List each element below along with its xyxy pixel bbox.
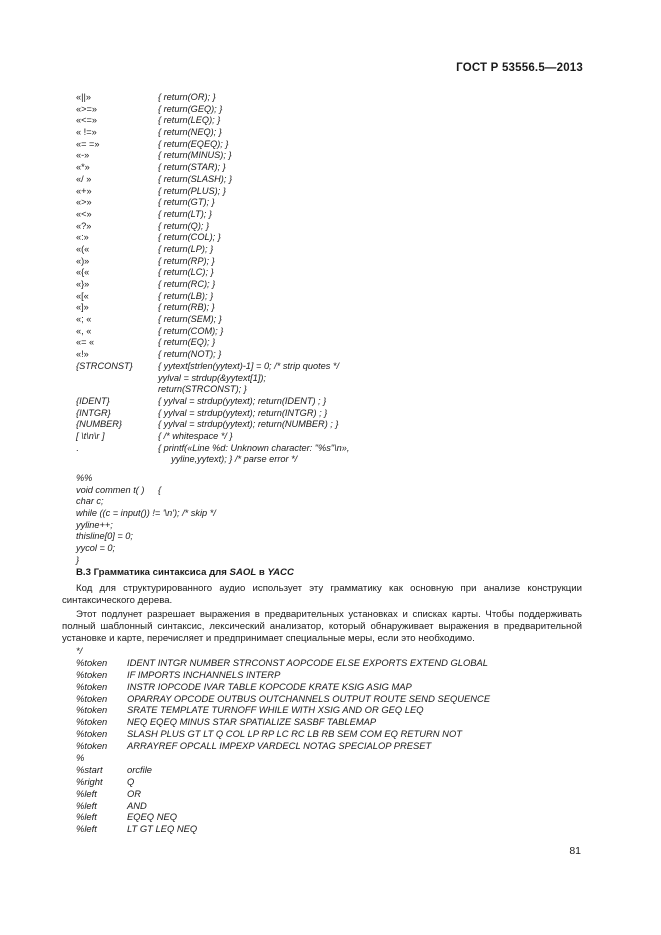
lexer-rule-row bbox=[76, 104, 576, 116]
lexer-rule-action: { return(EQ); } bbox=[158, 337, 216, 348]
lexer-rule-pattern: «]» bbox=[76, 302, 89, 313]
lexer-rule-action: { return(COM); } bbox=[158, 325, 224, 336]
lexer-rule-action: { return(MINUS); } bbox=[158, 150, 232, 161]
lexer-rule-pattern: {INTGR} bbox=[76, 407, 111, 418]
yacc-directive: %token bbox=[76, 692, 108, 704]
lexer-rule-row bbox=[76, 92, 576, 104]
lexer-rule-pattern: «; « bbox=[76, 314, 92, 325]
lexer-rule-action: { return(LT); } bbox=[158, 208, 212, 219]
lexer-rule-pattern: «<» bbox=[76, 208, 92, 219]
lexer-rule-action: { return(GEQ); } bbox=[158, 103, 223, 114]
code-line-text: yycol = 0; bbox=[76, 543, 116, 554]
yacc-directive-value: ARRAYREF OPCALL IMPEXP VARDECL NOTAG SPECIALOP PRESET bbox=[127, 740, 432, 752]
lexer-rule-pattern: «+» bbox=[76, 185, 92, 196]
yacc-directive: %left bbox=[76, 823, 97, 835]
lexer-rule-pattern: «[« bbox=[76, 290, 89, 301]
lexer-rule-pattern: «= « bbox=[76, 337, 95, 348]
yacc-directive: %token bbox=[76, 680, 108, 692]
lexer-rule-row bbox=[76, 408, 576, 420]
code-line bbox=[76, 543, 216, 555]
lexer-rule-row bbox=[76, 419, 576, 431]
lexer-rule-action: { return(NEQ); } bbox=[158, 127, 222, 138]
lexer-rule-action: { return(LP); } bbox=[158, 243, 214, 254]
lexer-rule-row bbox=[76, 197, 576, 209]
lexer-rule-row bbox=[76, 115, 576, 127]
document-standard-header: ГОСТ Р 53556.5—2013 bbox=[456, 62, 583, 74]
lexer-rule-pattern: {IDENT} bbox=[76, 395, 110, 406]
yacc-directive: %right bbox=[76, 775, 103, 787]
lexer-rule-row bbox=[76, 314, 576, 326]
lexer-rule-action: { return(RP); } bbox=[158, 255, 215, 266]
lexer-rule-pattern: «, « bbox=[76, 325, 92, 336]
lexer-rule-row bbox=[76, 384, 576, 396]
yacc-directive-value: Q bbox=[127, 775, 135, 787]
code-line bbox=[76, 555, 216, 567]
code-line-text: void commen t( ) bbox=[76, 484, 145, 495]
lexer-rule-row bbox=[76, 454, 576, 466]
yacc-directive: %token bbox=[76, 668, 108, 680]
lexer-rule-action: { return(RB); } bbox=[158, 302, 215, 313]
lexer-rule-row bbox=[76, 443, 576, 455]
yacc-directive-value: NEQ EQEQ MINUS STAR SPATIALIZE SASBF TABLEMAP bbox=[127, 716, 377, 728]
yacc-directive: %token bbox=[76, 740, 108, 752]
lexer-rule-action: { printf(«Line %d: Unknown character: "%s"\n», bbox=[158, 442, 350, 453]
lexer-rule-row bbox=[76, 150, 576, 162]
lexer-rule-pattern: «{« bbox=[76, 267, 90, 278]
yacc-directive: %left bbox=[76, 787, 97, 799]
lexer-rule-action: { yylval = strdup(yytext); return(IDENT) ; } bbox=[158, 395, 327, 406]
yacc-directive-value: SLASH PLUS GT LT Q COL LP RP LC RC LB RB SEM COM EQ RETURN NOT bbox=[127, 728, 462, 740]
lexer-rule-row bbox=[76, 162, 576, 174]
lexer-rule-row bbox=[76, 174, 576, 186]
yacc-directive: %token bbox=[76, 656, 108, 668]
lexer-rule-pattern: «<=» bbox=[76, 115, 97, 126]
code-line bbox=[76, 496, 216, 508]
lexer-rule-action: return(STRCONST); } bbox=[158, 384, 247, 395]
lexer-rule-pattern: « !=» bbox=[76, 127, 97, 138]
lexer-rule-action: { return(Q); } bbox=[158, 220, 210, 231]
lexer-rule-action: { return(SEM); } bbox=[158, 314, 222, 325]
lexer-rule-row bbox=[76, 209, 576, 221]
lexer-rule-action: yylval = strdup(&yytext[1]); bbox=[158, 372, 266, 383]
code-line-text: } bbox=[76, 554, 80, 565]
lexer-rule-row bbox=[76, 267, 576, 279]
yacc-directive: %token bbox=[76, 716, 108, 728]
lexer-rule-row bbox=[76, 256, 576, 268]
code-line bbox=[76, 531, 216, 543]
lexer-rule-row bbox=[76, 221, 576, 233]
section-heading-middle: в bbox=[256, 567, 268, 578]
lexer-rule-action: { return(LC); } bbox=[158, 267, 214, 278]
lexer-rule-action: { yylval = strdup(yytext); return(NUMBER) ; } bbox=[158, 419, 339, 430]
yacc-directive-value: SRATE TEMPLATE TURNOFF WHILE WITH XSIG AND OR GEQ LEQ bbox=[127, 704, 424, 716]
yacc-directive: % bbox=[76, 752, 85, 764]
lexer-rule-pattern: «>» bbox=[76, 197, 92, 208]
lexer-rule-row bbox=[76, 326, 576, 338]
lexer-rule-pattern: «||» bbox=[76, 92, 91, 102]
lexer-rule-action: { return(EQEQ); } bbox=[158, 138, 229, 149]
yacc-directive-value: EQEQ NEQ bbox=[127, 811, 178, 823]
lexer-rule-pattern: «>=» bbox=[76, 103, 97, 114]
lexer-rule-action: { return(RC); } bbox=[158, 279, 216, 289]
lexer-rule-row bbox=[76, 232, 576, 244]
yacc-directive: %token bbox=[76, 704, 108, 716]
section-heading bbox=[76, 567, 294, 578]
lexer-rule-row bbox=[76, 349, 576, 361]
paragraph: Код для структурированного аудио использует эту грамматику как основную при анализе конструкции синтаксического дерева. bbox=[62, 583, 582, 606]
code-line-text: yyline++; bbox=[76, 519, 113, 530]
lexer-rule-row bbox=[76, 302, 576, 314]
yacc-directive: %token bbox=[76, 728, 108, 740]
yacc-directive-value: IDENT INTGR NUMBER STRCONST AOPCODE ELSE EXPORTS EXTEND GLOBAL bbox=[127, 656, 489, 668]
code-line-brace: { bbox=[158, 484, 162, 495]
yacc-directive-value: OPARRAY OPCODE OUTBUS OUTCHANNELS OUTPUT ROUTE SEND SEQUENCE bbox=[127, 692, 491, 704]
yacc-directive: */ bbox=[76, 645, 83, 656]
yacc-directive-value: orcfile bbox=[127, 763, 153, 775]
lexer-rule-pattern: {NUMBER} bbox=[76, 419, 122, 430]
paragraph: Этот подлунет разрешает выражения в предварительных установках и списках карты. Чтобы поддерживать полный шаблонный синтаксис, лексический анализатор, который обнаруживает выражения в предварительной установке и карте, перечисляет и предпринимает специальные меры, если это необходимо. bbox=[62, 609, 582, 644]
yacc-directive: %start bbox=[76, 763, 103, 775]
lexer-rule-pattern: «!» bbox=[76, 349, 89, 360]
lexer-rule-action: { return(LEQ); } bbox=[158, 115, 221, 126]
lexer-rule-row bbox=[76, 127, 576, 139]
lexer-rule-row bbox=[76, 431, 576, 443]
lexer-rule-row bbox=[76, 373, 576, 385]
lexer-rule-row bbox=[76, 244, 576, 256]
lexer-rule-pattern: «(« bbox=[76, 243, 90, 254]
code-line-text: thisline[0] = 0; bbox=[76, 531, 133, 542]
code-line-text: char c; bbox=[76, 496, 104, 507]
lexer-comment-function bbox=[76, 473, 216, 567]
yacc-directive: %left bbox=[76, 811, 97, 823]
lexer-rule-action: { return(OR); } bbox=[158, 92, 216, 102]
lexer-rule-action: { return(SLASH); } bbox=[158, 173, 233, 184]
code-line-text: %% bbox=[76, 473, 93, 483]
lexer-rule-pattern: «*» bbox=[76, 162, 90, 173]
lexer-rules-listing bbox=[76, 92, 576, 466]
lexer-rule-row bbox=[76, 361, 576, 373]
lexer-rule-pattern: «-» bbox=[76, 150, 90, 161]
lexer-rule-action: { yytext[strlen(yytext)-1] = 0; /* strip quotes */ bbox=[158, 360, 340, 371]
lexer-rule-pattern: «:» bbox=[76, 232, 89, 243]
lexer-rule-row bbox=[76, 186, 576, 198]
lexer-rule-action: yyline,yytext); } /* parse error */ bbox=[166, 454, 298, 465]
yacc-directive-value: IF IMPORTS INCHANNELS INTERP bbox=[127, 668, 281, 680]
lexer-rule-row bbox=[76, 396, 576, 408]
yacc-directive-value: LT GT LEQ NEQ bbox=[127, 823, 198, 835]
section-heading-yacc: YACC bbox=[267, 567, 294, 578]
yacc-directive-value: AND bbox=[127, 799, 147, 811]
section-heading-saol: SAOL bbox=[229, 567, 257, 578]
lexer-rule-action: { return(STAR); } bbox=[158, 162, 226, 173]
lexer-rule-action: { return(PLUS); } bbox=[158, 185, 226, 196]
lexer-rule-row bbox=[76, 279, 576, 291]
lexer-rule-row bbox=[76, 291, 576, 303]
yacc-directive-value: INSTR IOPCODE IVAR TABLE KOPCODE KRATE KSIG ASIG MAP bbox=[127, 680, 412, 692]
lexer-rule-pattern: «/ » bbox=[76, 173, 92, 184]
page-number: 81 bbox=[569, 845, 581, 857]
lexer-rule-pattern: {STRCONST} bbox=[76, 360, 133, 371]
yacc-directive: %left bbox=[76, 799, 97, 811]
code-line bbox=[76, 520, 216, 532]
lexer-rule-action: { yylval = strdup(yytext); return(INTGR) ; } bbox=[158, 407, 328, 418]
section-heading-prefix: В.3 Грамматика синтаксиса для bbox=[76, 567, 230, 578]
lexer-rule-pattern: «}» bbox=[76, 279, 90, 289]
code-line bbox=[76, 473, 216, 485]
lexer-rule-action: { /* whitespace */ } bbox=[158, 430, 233, 441]
lexer-rule-row bbox=[76, 337, 576, 349]
lexer-rule-action: { return(NOT); } bbox=[158, 349, 222, 360]
code-line bbox=[76, 508, 216, 520]
lexer-rule-action: { return(COL); } bbox=[158, 232, 221, 243]
code-line bbox=[76, 485, 216, 497]
code-line-text: while ((c = input()) != '\n'); /* skip */ bbox=[76, 508, 216, 519]
lexer-rule-pattern: «= =» bbox=[76, 138, 100, 149]
lexer-rule-pattern: [ \t\n\r ] bbox=[76, 430, 105, 441]
lexer-rule-pattern: «?» bbox=[76, 220, 92, 231]
lexer-rule-action: { return(LB); } bbox=[158, 290, 214, 301]
lexer-rule-row bbox=[76, 139, 576, 151]
lexer-rule-pattern: . bbox=[76, 442, 79, 453]
yacc-directive-value: OR bbox=[127, 787, 142, 799]
lexer-rule-action: { return(GT); } bbox=[158, 197, 215, 208]
lexer-rule-pattern: «)» bbox=[76, 255, 90, 266]
